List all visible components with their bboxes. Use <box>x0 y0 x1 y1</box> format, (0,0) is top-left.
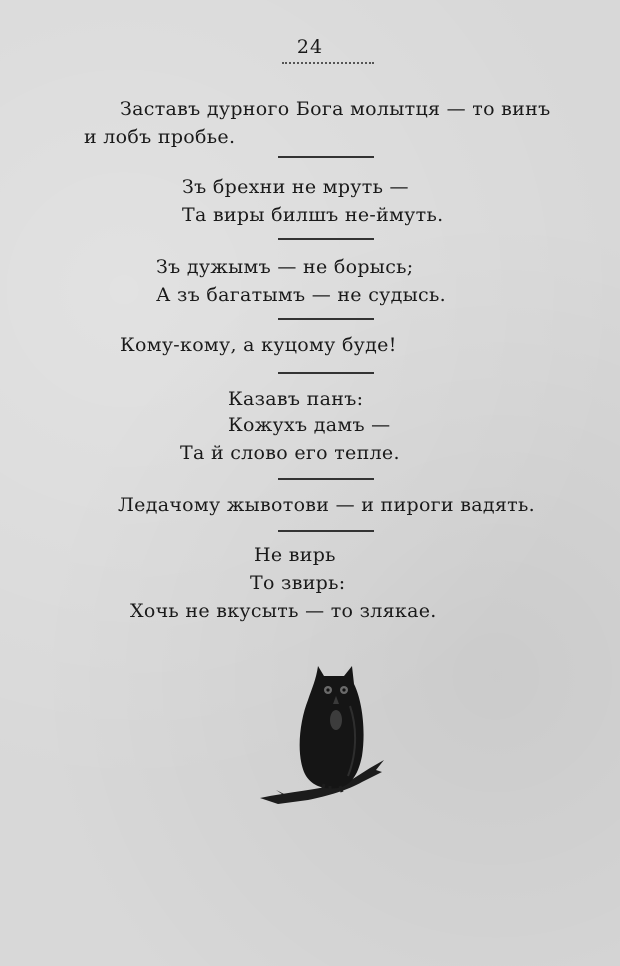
owl-on-branch-icon <box>258 660 388 810</box>
separator-rule <box>278 156 374 158</box>
separator-rule <box>278 478 374 480</box>
proverb-7-line-1: Не вирь <box>254 544 336 566</box>
proverb-2-line-1: Зъ брехни не мруть — <box>182 176 409 198</box>
proverb-3-line-2: А зъ багатымъ — не судысь. <box>156 284 446 306</box>
proverb-7-line-3: Хочь не вкусыть — то злякае. <box>130 600 437 622</box>
proverb-3-line-1: Зъ дужымъ — не борысь; <box>156 256 414 278</box>
page-number: 24 <box>296 36 324 58</box>
proverb-2-line-2: Та виры билшъ не-ймуть. <box>182 204 444 226</box>
separator-rule <box>278 530 374 532</box>
separator-rule <box>278 238 374 240</box>
proverb-1-line-2: и лобъ пробье. <box>84 126 236 148</box>
proverb-1-line-1: Заставъ дурного Бога молытця — то винъ <box>120 98 551 120</box>
proverb-7-line-2: То звирь: <box>250 572 346 594</box>
proverb-5-line-3: Та й слово его тепле. <box>180 442 400 464</box>
separator-rule <box>278 372 374 374</box>
proverb-5-line-2: Кожухъ дамъ — <box>228 414 391 436</box>
separator-rule <box>278 318 374 320</box>
proverb-5-line-1: Казавъ панъ: <box>228 388 364 410</box>
proverb-4-line-1: Кому-кому, а куцому буде! <box>120 334 397 356</box>
proverb-6-line-1: Ледачому жывотови — и пироги вадять. <box>118 494 535 516</box>
page-number-rule <box>282 62 374 64</box>
